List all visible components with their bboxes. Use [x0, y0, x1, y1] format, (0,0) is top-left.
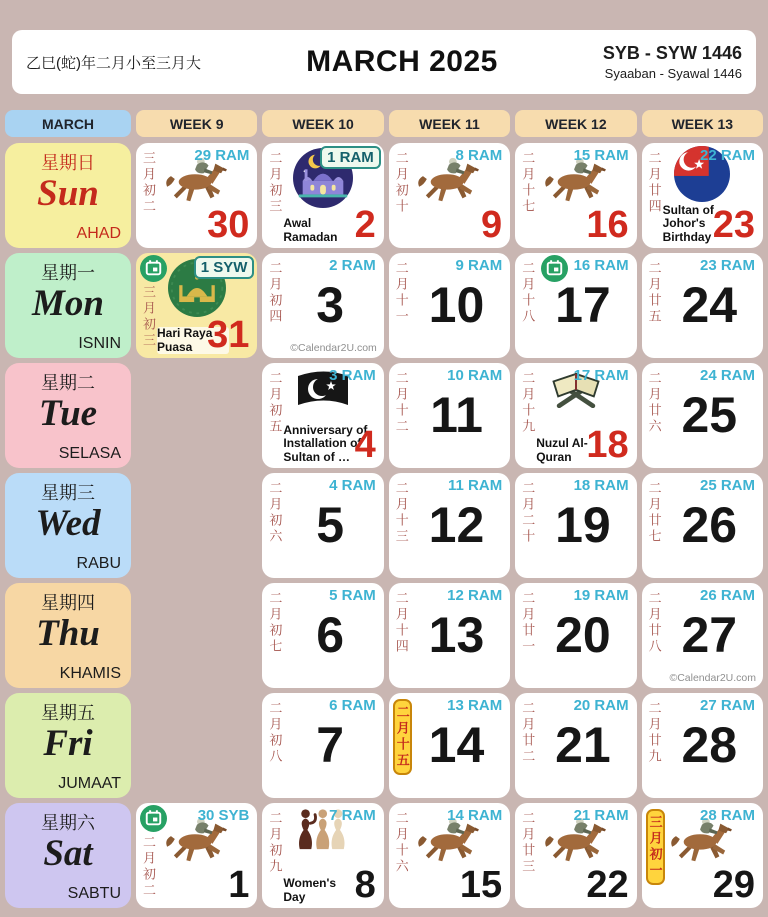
- day-number: 29: [712, 864, 755, 906]
- watermark: ©Calendar2U.com: [669, 672, 756, 684]
- calendar-row-thu: [5, 583, 763, 688]
- day-name-malay: SELASA: [58, 445, 121, 462]
- day-name-english: Sat: [43, 833, 93, 874]
- lunar-date: 二月初十: [393, 151, 409, 215]
- day-cell-28[interactable]: [642, 693, 763, 798]
- day-number: 3: [316, 276, 344, 333]
- page-title: MARCH 2025: [306, 45, 498, 78]
- day-cell-23[interactable]: [642, 143, 763, 248]
- lunar-year-label: 乙巳(蛇)年二月小至三月大: [26, 54, 201, 72]
- lunar-date: 二月十一: [393, 261, 409, 325]
- lunar-date: 二月十二: [393, 371, 409, 435]
- day-name-malay: RABU: [76, 555, 121, 572]
- lunar-date: 三月初二: [141, 151, 156, 215]
- lunar-date: 二月初七: [267, 591, 283, 655]
- lunar-date: 二月初六: [267, 481, 283, 545]
- hijri-date: 1 SYW: [194, 256, 255, 279]
- hijri-date: 15 RAM: [573, 147, 629, 164]
- hijri-date: 12 RAM: [447, 587, 503, 604]
- lunar-date: 二月廿六: [646, 371, 662, 435]
- day-name-chinese: 星期六: [41, 813, 95, 833]
- day-name-chinese: 星期日: [41, 153, 95, 173]
- hijri-date: 17 RAM: [573, 367, 629, 384]
- day-cell-15[interactable]: [389, 803, 510, 908]
- hijri-date: 28 RAM: [699, 807, 755, 824]
- lunar-date: 二月初九: [267, 811, 283, 875]
- day-number: 20: [555, 606, 611, 663]
- lunar-date: 三月初三: [141, 285, 156, 349]
- day-cell-11[interactable]: [389, 363, 510, 468]
- day-cell-5[interactable]: [262, 473, 383, 578]
- tab-month[interactable]: MARCH: [5, 110, 131, 137]
- day-cell-17[interactable]: [515, 253, 636, 358]
- lunar-date: 二月初五: [267, 371, 283, 435]
- hijri-date: 23 RAM: [699, 257, 755, 274]
- hijri-date: 25 RAM: [699, 477, 755, 494]
- day-name-malay: ISNIN: [78, 335, 121, 352]
- day-number: 22: [586, 864, 629, 906]
- hijri-date: 30 SYB: [197, 807, 250, 824]
- calendar-row-tue: [5, 363, 763, 468]
- day-cell-21[interactable]: [515, 693, 636, 798]
- day-cell-7[interactable]: [262, 693, 383, 798]
- hijri-date: 20 RAM: [573, 697, 629, 714]
- lunar-date: 二月初三: [267, 151, 283, 215]
- lunar-date: 二月廿八: [646, 591, 662, 655]
- day-cell-10[interactable]: [389, 253, 510, 358]
- day-number: 19: [555, 496, 611, 553]
- day-number: 9: [481, 204, 503, 246]
- calendar-green-icon: [140, 805, 167, 837]
- hijri-date: 8 RAM: [455, 147, 503, 164]
- empty-cell: [136, 363, 257, 468]
- lunar-date: 二月二十: [520, 481, 536, 545]
- day-cell-1[interactable]: [136, 803, 257, 908]
- day-name-english: Thu: [36, 613, 100, 654]
- day-cell-2[interactable]: [262, 143, 383, 248]
- hijri-date: 26 RAM: [699, 587, 755, 604]
- day-cell-30[interactable]: [136, 143, 257, 248]
- lunar-date: 二月廿二: [520, 701, 536, 765]
- day-label-wed: [5, 473, 131, 578]
- hijri-date: 16 RAM: [573, 257, 629, 274]
- day-label-mon: [5, 253, 131, 358]
- holiday-label: Hari Raya Puasa: [157, 327, 229, 354]
- hijri-date: 3 RAM: [329, 367, 376, 384]
- empty-cell: [136, 693, 257, 798]
- day-label-fri: [5, 693, 131, 798]
- day-number: 16: [586, 204, 629, 246]
- lunar-date: 二月廿四: [646, 151, 662, 215]
- calendar-row-fri: [5, 693, 763, 798]
- lunar-date: 二月十三: [393, 481, 409, 545]
- day-number: 15: [459, 864, 503, 906]
- holiday-label: Anniversary of Installation of Sultan of …: [283, 422, 368, 464]
- watermark: ©Calendar2U.com: [290, 342, 377, 354]
- day-number: 7: [316, 716, 344, 773]
- hijri-range: [603, 43, 742, 81]
- empty-cell: [136, 583, 257, 688]
- day-name-chinese: 星期三: [41, 483, 95, 503]
- day-name-malay: SABTU: [67, 885, 121, 902]
- empty-cell: [136, 473, 257, 578]
- day-number: 28: [681, 716, 738, 773]
- hijri-date: 29 RAM: [194, 147, 250, 164]
- tab-week-10[interactable]: WEEK 10: [262, 110, 383, 137]
- hijri-date: 19 RAM: [573, 587, 629, 604]
- lunar-date: 二月廿三: [520, 811, 536, 875]
- calendar-row-wed: [5, 473, 763, 578]
- day-number: 13: [428, 606, 485, 663]
- day-name-english: Sun: [37, 173, 99, 214]
- calendar-grid: [5, 143, 763, 908]
- day-number: 14: [428, 716, 485, 773]
- day-cell-24[interactable]: [642, 253, 763, 358]
- day-number: 18: [586, 424, 629, 466]
- lunar-date: 二月十七: [520, 151, 536, 215]
- calendar-header: [12, 30, 756, 94]
- lunar-date: 二月十五: [393, 699, 412, 775]
- lunar-date: 二月十四: [393, 591, 409, 655]
- day-number: 5: [316, 496, 344, 553]
- day-cell-16[interactable]: [515, 143, 636, 248]
- lunar-date: 二月初四: [267, 261, 283, 325]
- hijri-date: 6 RAM: [329, 697, 376, 714]
- hijri-date: 7 RAM: [329, 807, 376, 824]
- day-number: 26: [681, 496, 738, 553]
- hijri-date: 5 RAM: [329, 587, 376, 604]
- holiday-label: Women's Day: [283, 877, 355, 904]
- day-number: 31: [207, 314, 250, 356]
- day-cell-22[interactable]: [515, 803, 636, 908]
- tab-week-9[interactable]: WEEK 9: [136, 110, 257, 137]
- day-number: 8: [354, 864, 376, 906]
- lunar-date: 二月十九: [520, 371, 536, 435]
- lunar-date: 二月廿七: [646, 481, 662, 545]
- hijri-date: 4 RAM: [329, 477, 376, 494]
- day-cell-29[interactable]: [642, 803, 763, 908]
- lunar-date: 二月廿九: [646, 701, 662, 765]
- day-name-chinese: 星期二: [41, 373, 95, 393]
- day-label-sat: [5, 803, 131, 908]
- day-cell-27[interactable]: [642, 583, 763, 688]
- day-number: 6: [316, 606, 344, 663]
- day-number: 23: [712, 204, 755, 246]
- tab-week-11[interactable]: WEEK 11: [389, 110, 510, 137]
- day-number: 1: [228, 864, 250, 906]
- day-number: 25: [681, 386, 738, 443]
- day-cell-8[interactable]: [262, 803, 383, 908]
- calendar-row-sat: [5, 803, 763, 908]
- column-headers: [5, 110, 763, 137]
- day-label-sun: [5, 143, 131, 248]
- day-name-malay: JUMAAT: [58, 775, 121, 792]
- hijri-date: 13 RAM: [447, 697, 503, 714]
- day-cell-26[interactable]: [642, 473, 763, 578]
- lunar-date: 三月初一: [646, 809, 665, 885]
- hijri-date: 14 RAM: [447, 807, 503, 824]
- hijri-date: 1 RAM: [320, 146, 381, 169]
- day-name-chinese: 星期一: [41, 263, 95, 283]
- day-label-thu: [5, 583, 131, 688]
- day-name-english: Fri: [43, 723, 93, 764]
- hijri-date: 11 RAM: [448, 477, 503, 494]
- day-number: 24: [681, 276, 738, 333]
- day-number: 2: [354, 204, 376, 246]
- lunar-date: 二月廿一: [520, 591, 536, 655]
- lunar-date: 二月初八: [267, 701, 283, 765]
- day-name-english: Wed: [35, 503, 101, 544]
- day-name-english: Tue: [38, 393, 98, 434]
- hijri-date: 22 RAM: [699, 147, 755, 164]
- day-number: 11: [430, 386, 483, 443]
- day-cell-18[interactable]: [515, 363, 636, 468]
- day-cell-20[interactable]: [515, 583, 636, 688]
- hijri-date: 21 RAM: [573, 807, 629, 824]
- day-name-chinese: 星期五: [41, 703, 95, 723]
- day-number: 17: [555, 276, 611, 333]
- day-number: 21: [555, 716, 611, 773]
- day-name-malay: KHAMIS: [59, 665, 121, 682]
- day-name-chinese: 星期四: [41, 593, 95, 613]
- tab-week-13[interactable]: WEEK 13: [642, 110, 763, 137]
- day-cell-14[interactable]: [389, 693, 510, 798]
- lunar-date: 二月十六: [393, 811, 409, 875]
- day-cell-19[interactable]: [515, 473, 636, 578]
- calendar-row-sun: [5, 143, 763, 248]
- day-name-english: Mon: [32, 283, 104, 324]
- day-cell-31[interactable]: [136, 253, 257, 358]
- holiday-label: Awal Ramadan: [283, 217, 355, 244]
- calendar-row-mon: [5, 253, 763, 358]
- hijri-date: 18 RAM: [573, 477, 629, 494]
- hijri-date: 2 RAM: [329, 257, 376, 274]
- lunar-date: 二月十八: [520, 261, 536, 325]
- hijri-range-long: Syaaban - Syawal 1446: [604, 66, 742, 81]
- day-number: 10: [428, 276, 485, 333]
- day-cell-6[interactable]: [262, 583, 383, 688]
- hijri-date: 27 RAM: [699, 697, 755, 714]
- hijri-date: 9 RAM: [455, 257, 503, 274]
- hijri-date: 24 RAM: [699, 367, 755, 384]
- holiday-label: Nuzul Al-Quran: [536, 437, 608, 464]
- day-cell-25[interactable]: [642, 363, 763, 468]
- day-cell-4[interactable]: [262, 363, 383, 468]
- day-cell-12[interactable]: [389, 473, 510, 578]
- lunar-date: 二月廿五: [646, 261, 662, 325]
- day-number: 27: [681, 606, 738, 663]
- day-name-malay: AHAD: [76, 225, 121, 242]
- day-label-tue: [5, 363, 131, 468]
- hijri-range-short: SYB - SYW 1446: [602, 43, 742, 63]
- day-number: 4: [354, 424, 376, 466]
- tab-week-12[interactable]: WEEK 12: [515, 110, 636, 137]
- day-cell-13[interactable]: [389, 583, 510, 688]
- day-cell-3[interactable]: [262, 253, 383, 358]
- day-number: 12: [428, 496, 485, 553]
- calendar-green-icon: [140, 255, 167, 287]
- lunar-date: 二月初二: [141, 835, 156, 899]
- holiday-label: Sultan of Johor's Birthday: [663, 204, 735, 244]
- day-number: 30: [207, 204, 250, 246]
- hijri-date: 10 RAM: [447, 367, 503, 384]
- day-cell-9[interactable]: [389, 143, 510, 248]
